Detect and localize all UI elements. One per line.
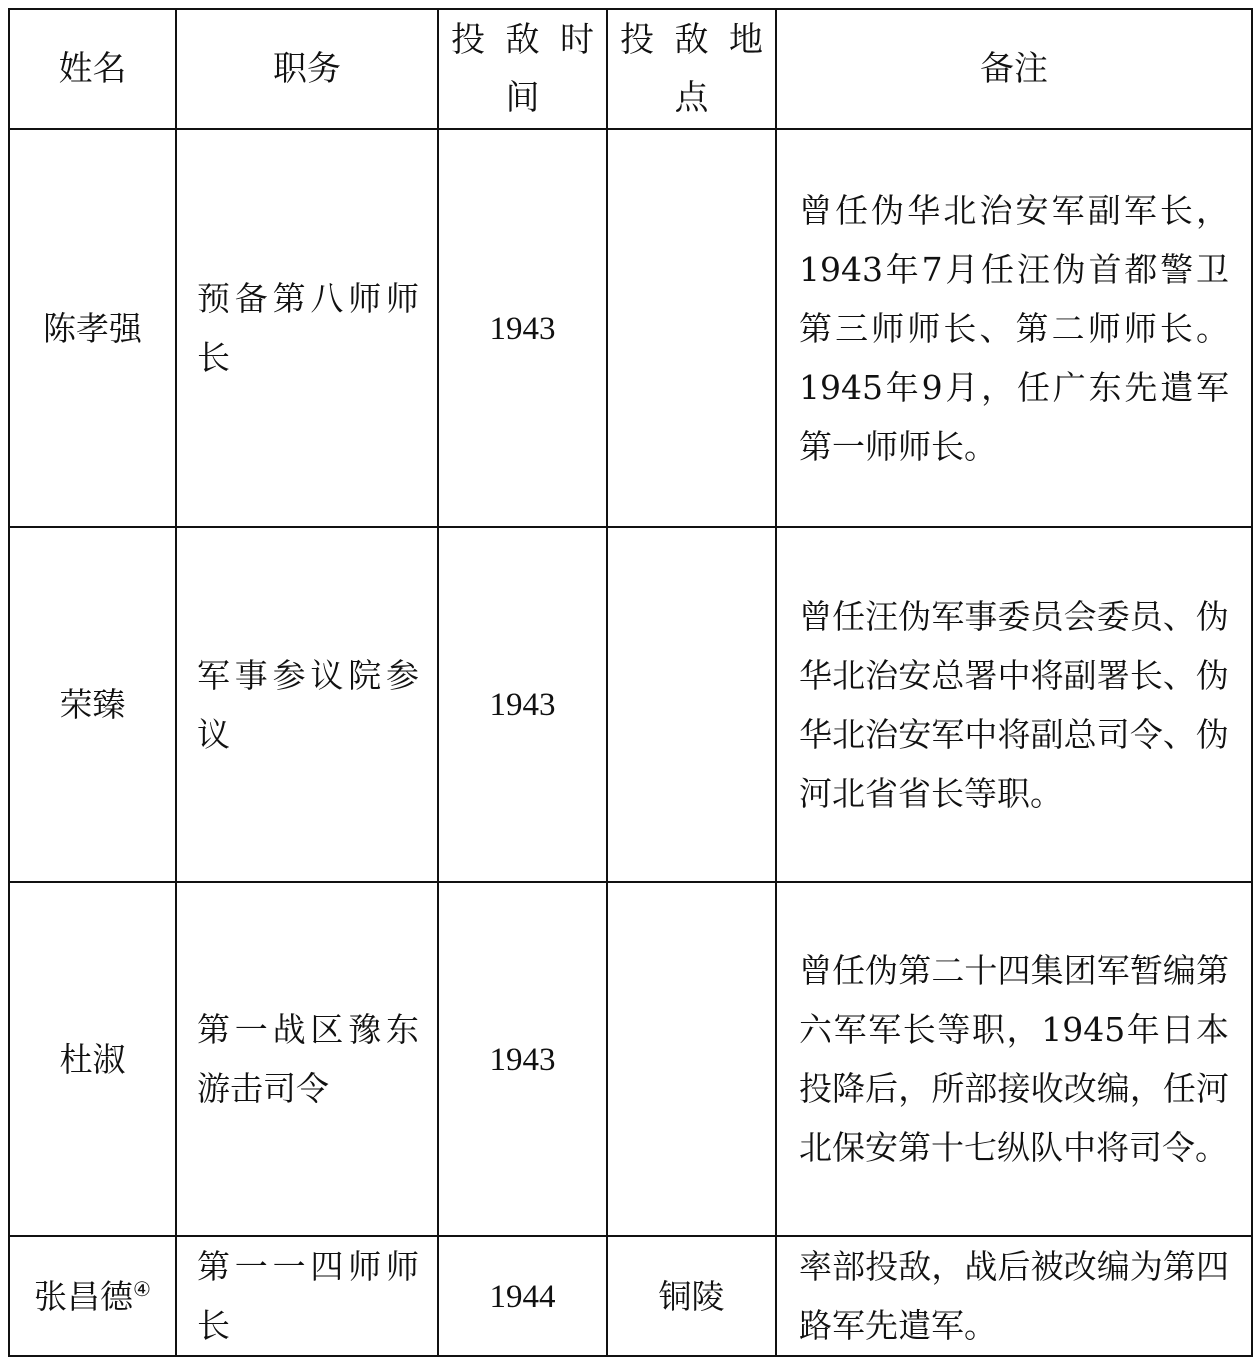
table-row	[9, 882, 1252, 1236]
year-cell	[438, 527, 607, 882]
note-text: 率部投敌，战后被改编为第四路军先遣军。	[799, 1247, 1229, 1345]
post-cell	[176, 527, 438, 882]
person-name: 张昌德	[34, 1276, 134, 1316]
note-cell	[776, 1236, 1252, 1356]
year-text: 1943	[489, 310, 556, 347]
year-cell	[438, 1236, 607, 1356]
footnote-marker: ④	[133, 1276, 151, 1301]
post-text: 预备第八师师长	[197, 279, 419, 377]
table-row	[9, 129, 1252, 527]
table-row	[9, 527, 1252, 882]
place-cell	[607, 527, 776, 882]
note-text: 曾任汪伪军事委员会委员、伪华北治安总署中将副署长、伪华北治安军中将副总司令、伪河北省省长等职。	[799, 596, 1229, 813]
header-row	[9, 9, 1252, 129]
post-cell	[176, 882, 438, 1236]
place-cell	[607, 1236, 776, 1356]
header-time-line2: 间	[505, 78, 540, 118]
header-time-line1: 投 敌 时	[451, 20, 594, 60]
place-cell	[607, 129, 776, 527]
person-name: 荣臻	[59, 685, 126, 724]
post-text: 军事参议院参议	[197, 655, 419, 754]
year-cell	[438, 129, 607, 527]
person-name: 杜淑	[59, 1039, 126, 1079]
name-cell	[9, 527, 176, 882]
header-place	[607, 9, 776, 129]
header-post: 职务	[176, 9, 438, 129]
post-cell	[176, 129, 438, 527]
header-place-line1: 投 敌 地	[620, 20, 763, 60]
header-name: 姓名	[9, 9, 176, 129]
year-text: 1943	[489, 1041, 556, 1078]
name-cell	[9, 1236, 176, 1356]
note-text: 曾任伪华北治安军副军长，1943年7月任汪伪首都警卫第三师师长、第二师师长。1945年9月，任广东先遣军第一师师长。	[799, 190, 1229, 466]
header-place-line2: 点	[674, 78, 709, 118]
header-note: 备注	[776, 9, 1252, 129]
name-cell	[9, 129, 176, 527]
note-text: 曾任伪第二十四集团军暂编第六军军长等职，1945年日本投降后，所部接收改编，任河北保安第十七纵队中将司令。	[799, 951, 1229, 1167]
note-cell	[776, 882, 1252, 1236]
table-row	[9, 1236, 1252, 1356]
year-text: 1943	[489, 687, 556, 723]
name-cell	[9, 882, 176, 1236]
place-text: 铜陵	[658, 1276, 725, 1316]
note-cell	[776, 527, 1252, 882]
note-cell	[776, 129, 1252, 527]
year-text: 1944	[489, 1278, 556, 1315]
post-text: 第一战区豫东游击司令	[197, 1010, 419, 1108]
collaborators-table	[8, 8, 1253, 1357]
place-cell	[607, 882, 776, 1236]
post-cell	[176, 1236, 438, 1356]
header-time	[438, 9, 607, 129]
person-name: 陈孝强	[43, 308, 142, 348]
post-text: 第一一四师师长	[197, 1247, 419, 1345]
year-cell	[438, 882, 607, 1236]
